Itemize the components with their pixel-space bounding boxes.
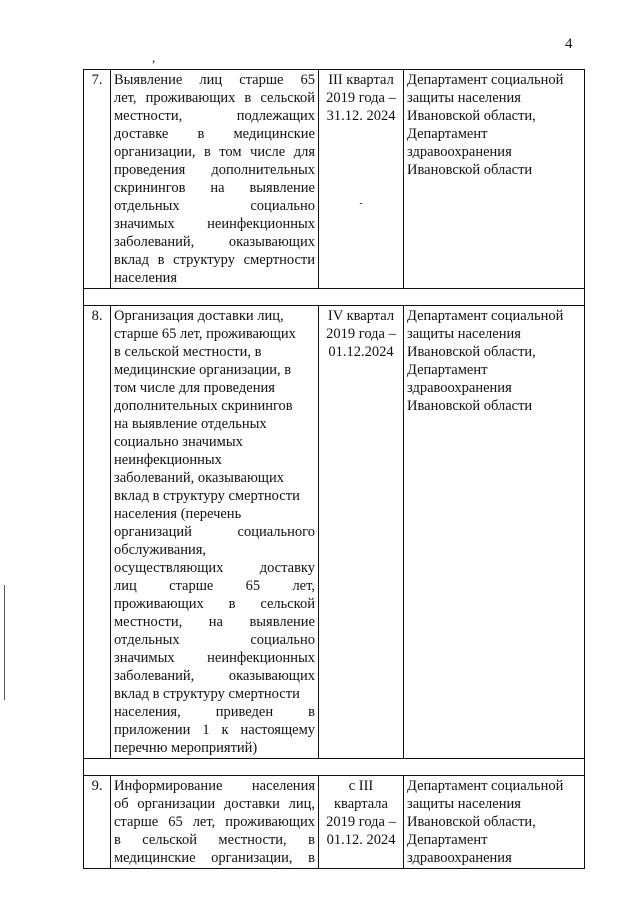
description-line: в сельской местности, в — [114, 344, 262, 360]
term-line: 2019 года – — [326, 326, 396, 342]
row-number: 8. — [84, 306, 111, 759]
responsible-line: здравоохранения — [407, 380, 512, 396]
term-line: 31.12. 2024 — [326, 108, 396, 124]
description-line: старше 65 лет, проживающих — [114, 814, 315, 830]
description-line: значимых неинфекционных — [114, 650, 315, 666]
responsible-party — [404, 70, 585, 289]
description-line: приложении 1 к настоящему — [114, 722, 315, 738]
margin-line — [4, 585, 5, 700]
row-number: 7. — [84, 70, 111, 289]
responsible-line: Департамент социальной — [407, 778, 564, 794]
description-line: том числе для проведения — [114, 380, 275, 396]
responsible-line: Ивановской области — [407, 398, 533, 414]
term-line: IV квартал — [327, 308, 395, 324]
description-line: населения — [114, 270, 178, 286]
description-line: вклад в структуру смертности — [114, 488, 300, 504]
description-line: старше 65 лет, проживающих — [114, 326, 296, 342]
description-line: Выявление лиц старше 65 — [114, 72, 315, 88]
description-line: осуществляющих доставку — [114, 560, 315, 576]
term-line: 2019 года – — [326, 90, 396, 106]
responsible-line: здравоохранения — [407, 144, 512, 160]
description-line: заболеваний, оказывающих — [114, 470, 284, 486]
description-line: проживающих в сельской — [114, 596, 315, 612]
term-line: с III — [348, 778, 374, 794]
responsible-line: Ивановской области, — [407, 108, 536, 124]
responsible-line: Ивановской области — [407, 162, 533, 178]
description-line: об организации доставки лиц, — [114, 796, 315, 812]
row-number: 9. — [84, 776, 111, 869]
responsible-line: защиты населения — [407, 796, 521, 812]
responsible-line: Ивановской области, — [407, 344, 536, 360]
description-line: заболеваний, оказывающих — [114, 668, 315, 684]
term-line: 01.12.2024 — [328, 344, 394, 360]
responsible-line: защиты населения — [407, 90, 521, 106]
description-line: проведения дополнительных — [114, 162, 315, 178]
description-line: неинфекционных — [114, 452, 222, 468]
description-line: на выявление отдельных — [114, 416, 267, 432]
responsible-line: Ивановской области, — [407, 814, 536, 830]
description-line: медицинские организации, в — [114, 362, 292, 378]
description-line: лиц старше 65 лет, — [114, 578, 315, 594]
measure-description — [111, 776, 319, 869]
responsible-line: Департамент социальной — [407, 72, 564, 88]
measure-term — [319, 306, 404, 759]
responsible-line: защиты населения — [407, 326, 521, 342]
description-line: скринингов на выявление — [114, 180, 315, 196]
measure-description — [111, 306, 319, 759]
page-number: 4 — [565, 36, 573, 52]
description-line: населения (перечень — [114, 506, 242, 522]
table-row — [84, 306, 585, 759]
table-row — [84, 70, 585, 289]
description-line: местности, на выявление — [114, 614, 315, 630]
description-line: дополнительных скринингов — [114, 398, 293, 414]
responsible-line: здравоохранения — [407, 850, 512, 866]
description-line: организации, в том числе для — [114, 144, 315, 160]
measures-table — [83, 69, 585, 869]
measure-term — [319, 70, 404, 289]
responsible-line: Департамент — [407, 126, 488, 142]
description-line: перечню мероприятий) — [114, 740, 258, 756]
term-line: III квартал — [328, 72, 394, 88]
description-line: отдельных социально — [114, 198, 315, 214]
description-line: в сельской местности, в — [114, 832, 315, 848]
description-line: медицинские организации, в — [114, 850, 315, 866]
description-line: местности, подлежащих — [114, 108, 315, 124]
measure-term — [319, 776, 404, 869]
responsible-line: Департамент — [407, 362, 488, 378]
description-line: Информирование населения — [114, 778, 315, 794]
table-row — [84, 776, 585, 869]
stray-mark: , — [152, 50, 156, 65]
responsible-line: Департамент социальной — [407, 308, 564, 324]
measure-description — [111, 70, 319, 289]
stray-dash-mark: - — [359, 198, 363, 209]
description-line: социально значимых — [114, 434, 243, 450]
responsible-line: Департамент — [407, 832, 488, 848]
term-line: 01.12. 2024 — [326, 832, 396, 848]
description-line: организаций социального — [114, 524, 315, 540]
description-line: обслуживания, — [114, 542, 207, 558]
description-line: значимых неинфекционных — [114, 216, 315, 232]
description-line: вклад в структуру смертности — [114, 686, 300, 702]
description-line: лет, проживающих в сельской — [114, 90, 315, 106]
description-line: отдельных социально — [114, 632, 315, 648]
responsible-party — [404, 776, 585, 869]
description-line: Организация доставки лиц, — [114, 308, 284, 324]
row-spacer — [84, 759, 585, 776]
description-line: заболеваний, оказывающих — [114, 234, 315, 250]
term-line: квартала — [334, 796, 388, 812]
description-line: населения, приведен в — [114, 704, 315, 720]
responsible-party — [404, 306, 585, 759]
row-spacer — [84, 289, 585, 306]
description-line: вклад в структуру смертности — [114, 252, 315, 268]
term-line: 2019 года – — [326, 814, 396, 830]
description-line: доставке в медицинские — [114, 126, 315, 142]
